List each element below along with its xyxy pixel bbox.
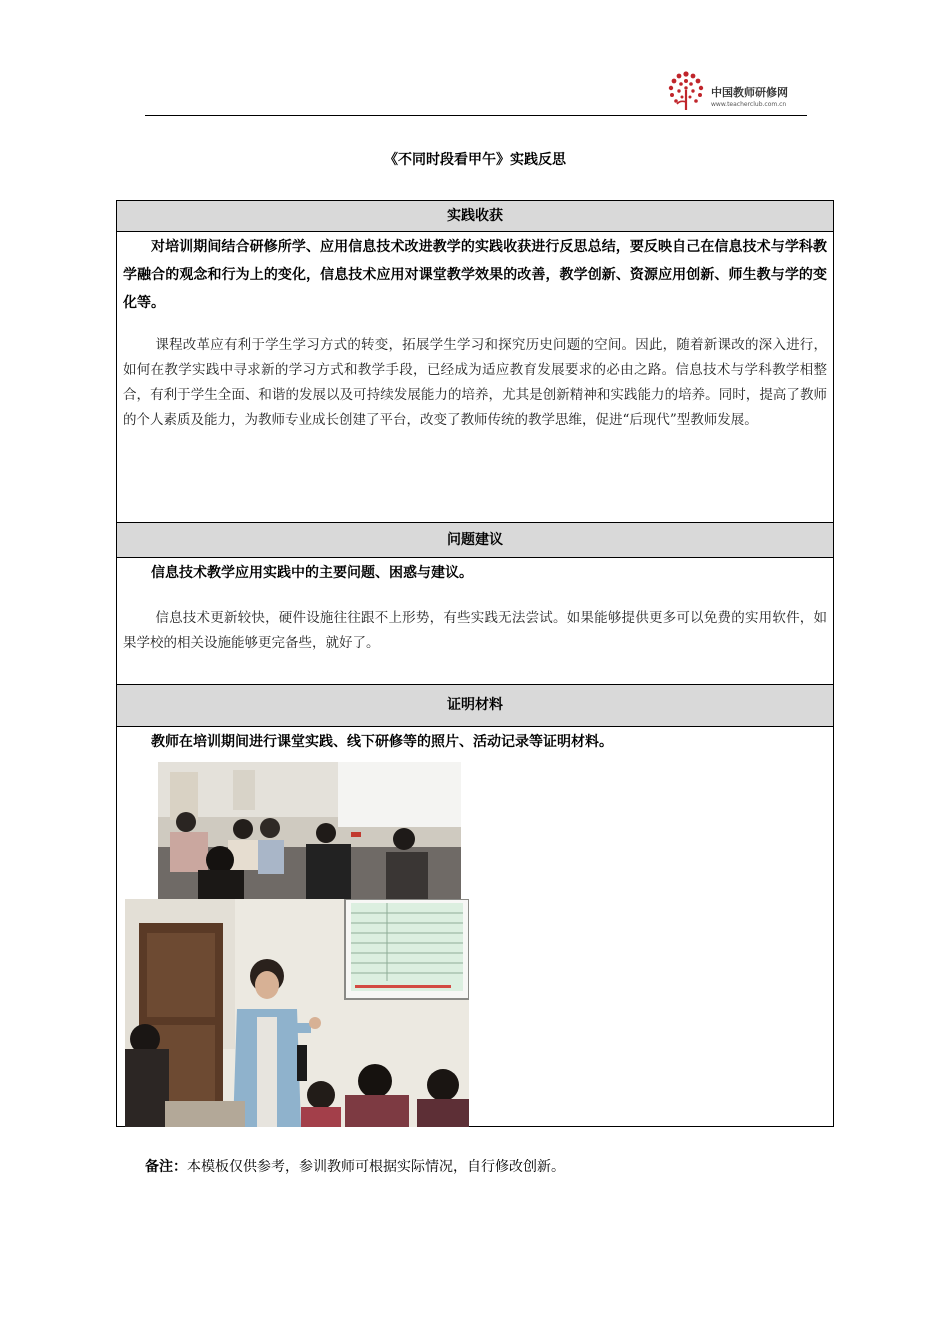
footer-note-label: 备注：: [145, 1159, 187, 1175]
header-rule: [145, 115, 807, 116]
section-heading-practice-gains: 实践收获: [117, 201, 833, 232]
section-body-practice-gains: 课程改革应有利于学生学习方式的转变，拓展学生学习和探究历史问题的空间。因此，随着新课改的深入进行，如何在教学实践中寻求新的学习方式和教学手段，已经成为适应教育发展要求的必由之路。信息技术与学科教学相整合，有利于学生全面、和谐的发展以及可持续发展能力的培养，尤其是创新精神和实践能力的培养。同时，提高了教师的个人素质及能力，为教师专业成长创建了平台，改变了教师传统的教学思维，促进“后现代”型教师发展。: [123, 337, 827, 428]
section-body-issues-suggestions: 信息技术更新较快，硬件设施往往跟不上形势，有些实践无法尝试。如果能够提供更多可以免费的实用软件，如果学校的相关设施能够更完备些，就好了。: [123, 610, 827, 651]
section-prompt-practice-gains: 对培训期间结合研修所学、应用信息技术改进教学的实践收获进行反思总结，要反映自己在信息技术与学科教学融合的观念和行为上的变化，信息技术应用对课堂教学效果的改善，教学创新、资源应用创新、师生教与学的变化等。: [123, 239, 827, 311]
teacherclub-logo: [663, 70, 823, 114]
section-prompt-issues-suggestions: 信息技术教学应用实践中的主要问题、困惑与建议。: [151, 565, 473, 581]
photo-classroom-lecture: [125, 899, 469, 1127]
section-heading-issues-suggestions: 问题建议: [117, 522, 833, 558]
logo-url: www.teacherclub.com.cn: [711, 101, 787, 108]
document-title: 《不同时段看甲午》实践反思: [384, 152, 566, 168]
reflection-table: [116, 200, 834, 1127]
logo-flower-icon: [663, 70, 709, 114]
logo-text: 中国教师研修网: [711, 86, 788, 99]
section-heading-evidence: 证明材料: [117, 684, 833, 727]
photo-group-discussion: [158, 762, 461, 899]
footer-note: [145, 1156, 565, 1176]
footer-note-text: 本模板仅供参考，参训教师可根据实际情况，自行修改创新。: [187, 1159, 565, 1175]
section-prompt-evidence: 教师在培训期间进行课堂实践、线下研修等的照片、活动记录等证明材料。: [151, 734, 613, 750]
